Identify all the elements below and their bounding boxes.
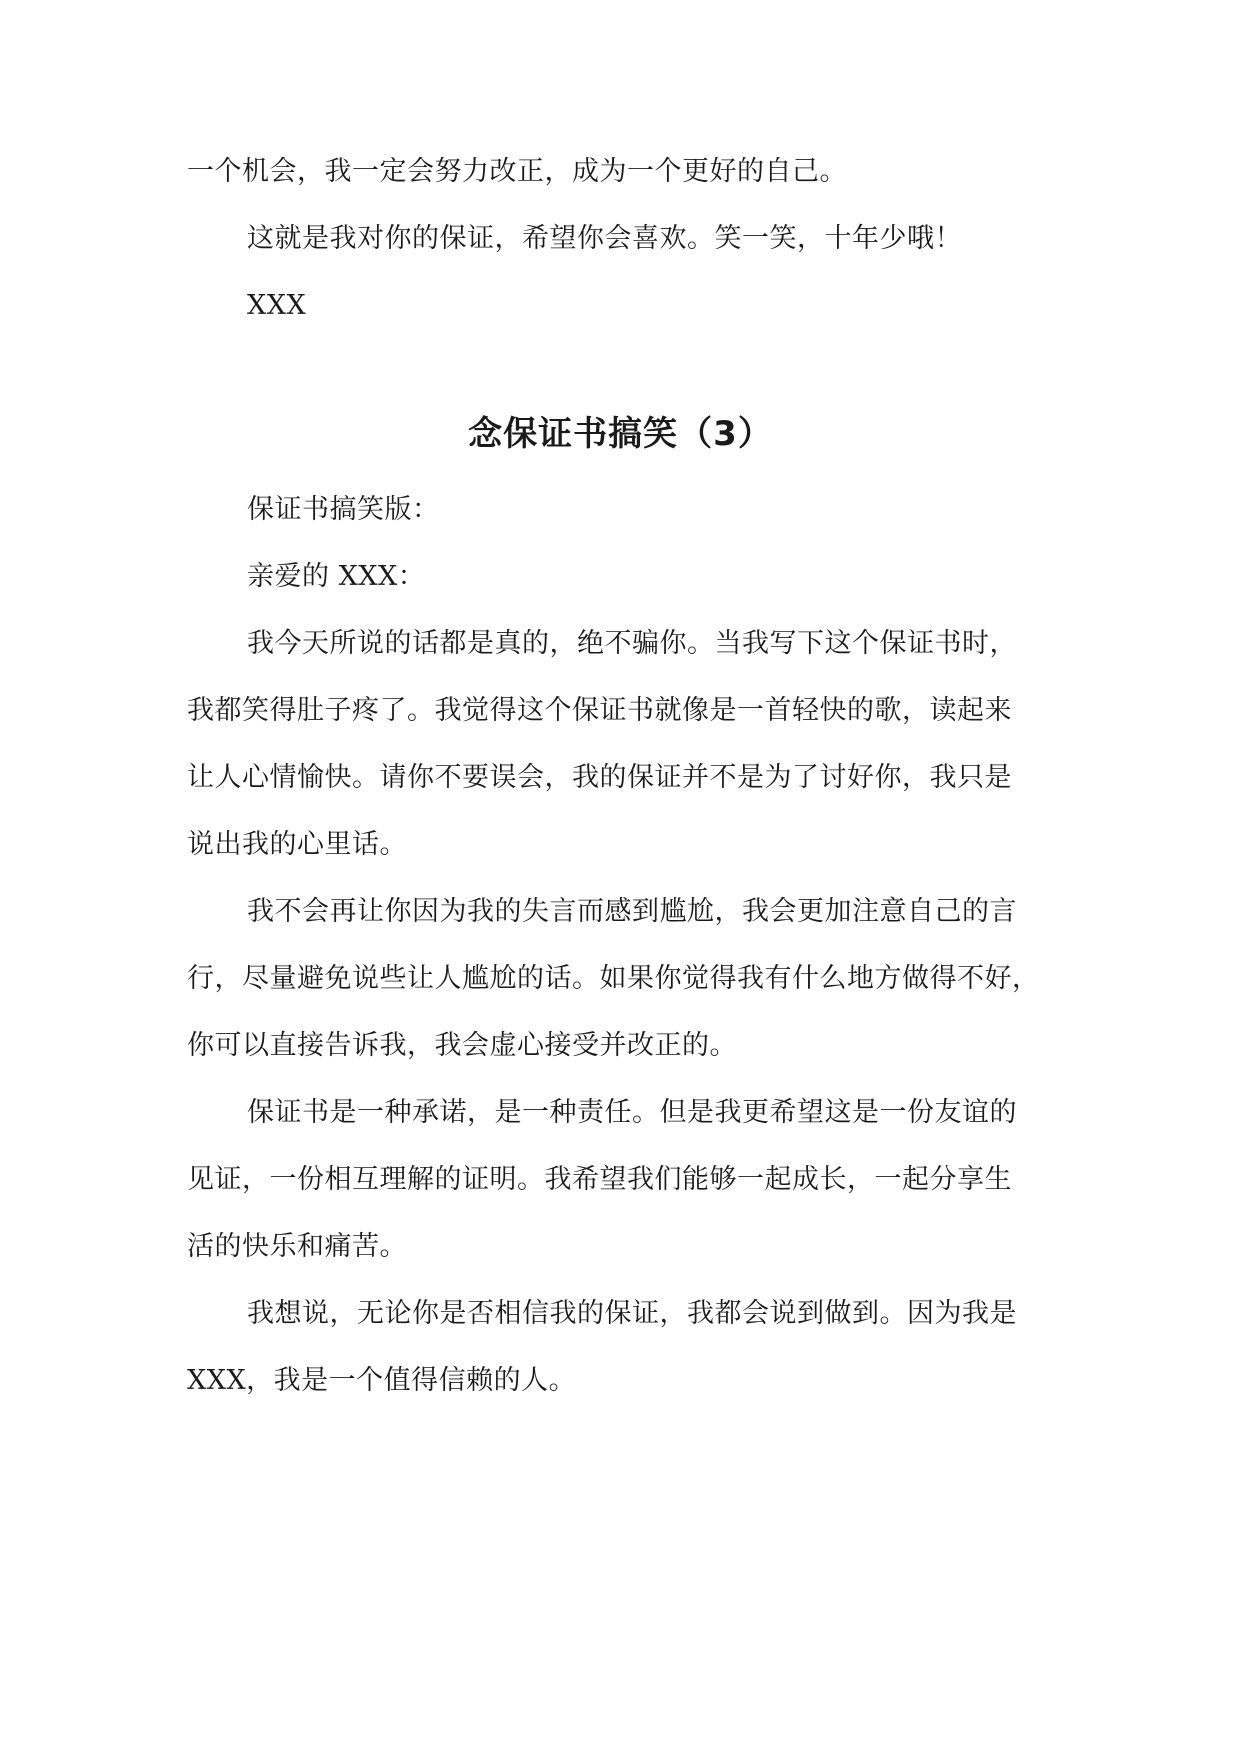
signature: XXX: [247, 290, 307, 321]
paragraph-3-line: 活的快乐和痛苦。: [187, 1231, 407, 1262]
paragraph-1-line: 让人心情愉快。请你不要误会，我的保证并不是为了讨好你，我只是: [187, 762, 1012, 793]
paragraph-4-line: XXX，我是一个值得信赖的人。: [187, 1365, 577, 1396]
paragraph-3-line: 见证，一份相互理解的证明。我希望我们能够一起成长，一起分享生: [187, 1164, 1012, 1195]
paragraph-1-line: 我今天所说的话都是真的，绝不骗你。当我写下这个保证书时，: [247, 628, 1017, 659]
continuation-line: 一个机会，我一定会努力改正，成为一个更好的自己。: [187, 156, 847, 187]
paragraph-1-line: 说出我的心里话。: [187, 829, 407, 860]
paragraph-3-line: 保证书是一种承诺，是一种责任。但是我更希望这是一份友谊的: [247, 1097, 1017, 1128]
paragraph-2-line: 我不会再让你因为我的失言而感到尴尬，我会更加注意自己的言: [247, 896, 1017, 927]
section-title: 念保证书搞笑（3）: [468, 414, 773, 454]
paragraph-4-line: 我想说，无论你是否相信我的保证，我都会说到做到。因为我是: [247, 1298, 1017, 1329]
body-heading: 保证书搞笑版：: [247, 494, 440, 525]
paragraph-2-line: 你可以直接告诉我，我会虚心接受并改正的。: [187, 1030, 737, 1061]
paragraph-1-line: 我都笑得肚子疼了。我觉得这个保证书就像是一首轻快的歌，读起来: [187, 695, 1012, 726]
closing-line: 这就是我对你的保证，希望你会喜欢。笑一笑，十年少哦！: [247, 223, 962, 254]
paragraph-2-line: 行，尽量避免说些让人尴尬的话。如果你觉得我有什么地方做得不好，: [187, 963, 1040, 994]
salutation: 亲爱的 XXX：: [247, 561, 426, 592]
